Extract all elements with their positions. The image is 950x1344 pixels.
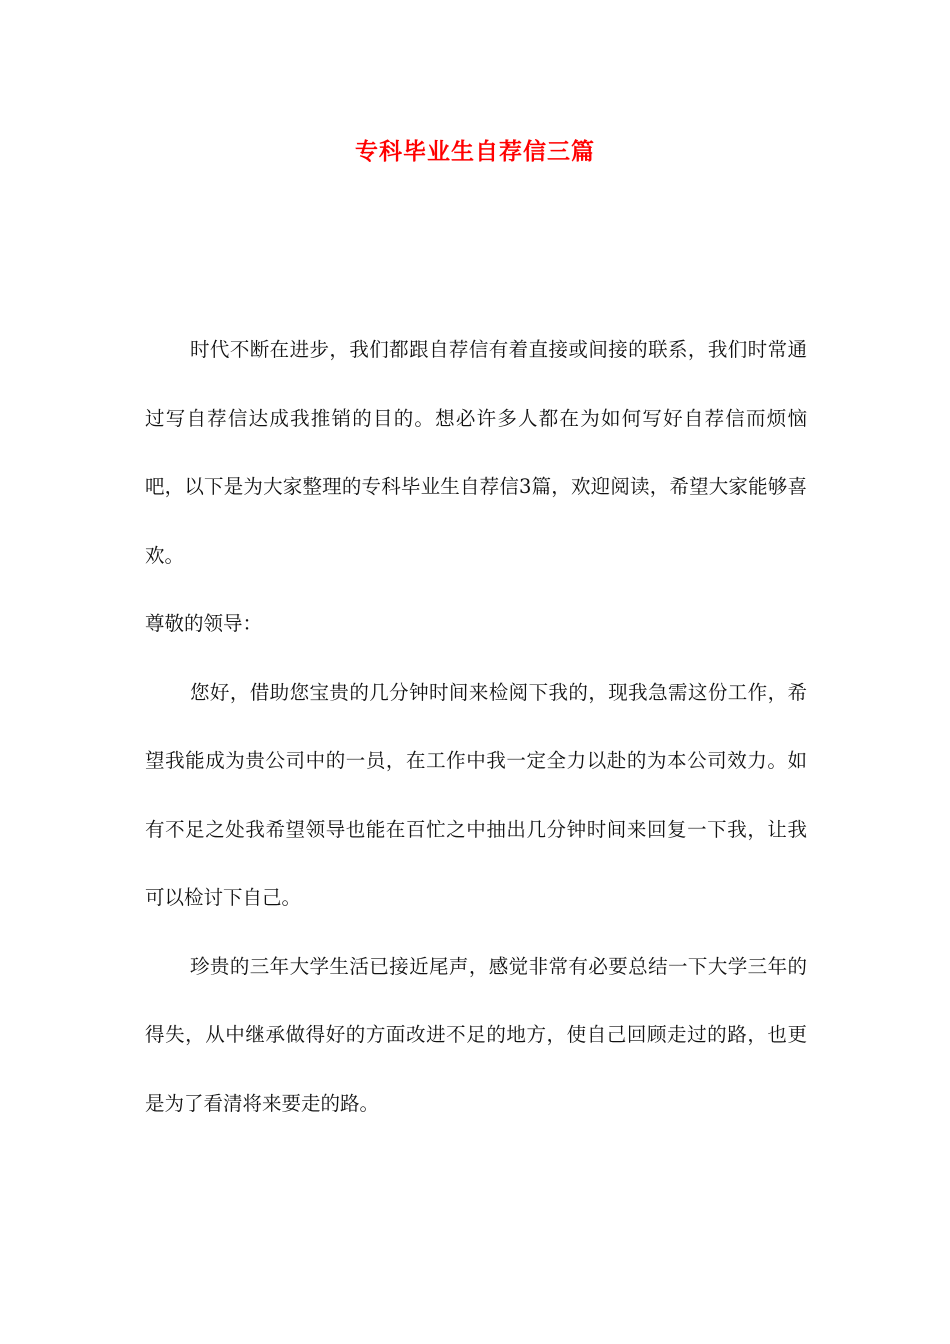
document-body xyxy=(145,316,807,1138)
paragraph-salutation: 尊敬的领导： xyxy=(145,612,263,635)
paragraph-reflection: 珍贵的三年大学生活已接近尾声，感觉非常有必要总结一下大学三年的得失，从中继承做得好的方面改进不足的地方，使自己回顾走过的路，也更是为了看清将来要走的路。 xyxy=(145,954,807,1115)
paragraph-greeting: 您好，借助您宝贵的几分钟时间来检阅下我的，现我急需这份工作，希望我能成为贵公司中的一员，在工作中我一定全力以赴的为本公司效力。如有不足之处我希望领导也能在百忙之中抽出几分钟时间来回复一下我，让我可以检讨下自己。 xyxy=(145,680,807,909)
paragraph-intro: 时代不断在进步，我们都跟自荐信有着直接或间接的联系，我们时常通过写自荐信达成我推销的目的。想必许多人都在为如何写好自荐信而烦恼吧，以下是为大家整理的专科毕业生自荐信3篇，欢迎阅读，希望大家能够喜欢。 xyxy=(145,338,807,567)
document-title: 专科毕业生自荐信三篇 xyxy=(355,138,595,165)
